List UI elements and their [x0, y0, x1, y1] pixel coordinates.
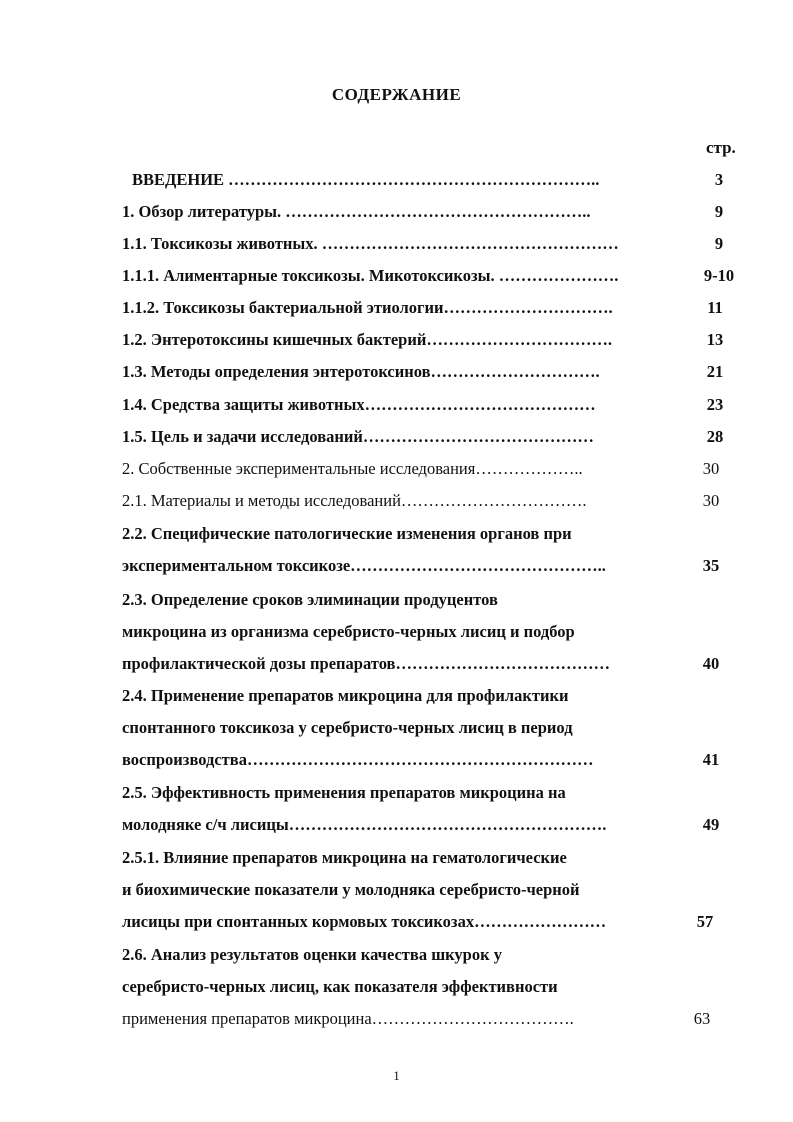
toc-entry-text: серебристо-черных лисиц, как показателя эффективности — [122, 977, 558, 996]
toc-entry-page: 23 — [706, 395, 724, 414]
toc-entry-text: 1.1. Токсикозы животных. ……………………………………………… — [122, 234, 619, 253]
toc-entry-text: лисицы при спонтанных кормовых токсикозах…………………… — [122, 912, 607, 931]
toc-entry-text: 2.6. Анализ результатов оценки качества шкурок у — [122, 945, 502, 964]
toc-entry-page: 57 — [696, 912, 714, 931]
toc-entry-page: 30 — [702, 491, 720, 510]
toc-entry-page: 21 — [706, 362, 724, 381]
toc-entry-text: 2.3. Определение сроков элиминации продуцентов — [122, 590, 498, 609]
toc-entry-page: 9 — [714, 234, 724, 253]
toc-entry-page: 40 — [702, 654, 720, 673]
toc-entry-page: 63 — [693, 1009, 711, 1028]
toc-entry-text: 1.2. Энтеротоксины кишечных бактерий……………………………. — [122, 330, 612, 349]
toc-entry-text: 2.2. Специфические патологические изменения органов при — [122, 524, 572, 543]
toc-entry-text: 2.5. Эффективность применения препаратов микроцина на — [122, 783, 566, 802]
toc-entry-text: воспроизводства……………………………………………………… — [122, 750, 594, 769]
page-title: СОДЕРЖАНИЕ — [331, 85, 462, 104]
toc-entry-text: профилактической дозы препаратов………………………………… — [122, 654, 610, 673]
toc-entry-text: применения препаратов микроцина………………………………. — [122, 1009, 574, 1028]
toc-entry-text: спонтанного токсикоза у серебристо-черных лисиц в период — [122, 718, 573, 737]
toc-entry-text: микроцина из организма серебристо-черных лисиц и подбор — [122, 622, 575, 641]
toc-entry-text: 2.5.1. Влияние препаратов микроцина на гематологические — [122, 848, 567, 867]
toc-entry-page: 28 — [706, 427, 724, 446]
toc-entry-page: 3 — [714, 170, 724, 189]
toc-entry-text: экспериментальном токсикозе……………………………………….. — [122, 556, 606, 575]
toc-entry-page: 49 — [702, 815, 720, 834]
toc-entry-page: 13 — [706, 330, 724, 349]
toc-entry-text: молодняке с/ч лисицы…………………………………………………. — [122, 815, 607, 834]
toc-entry-page: 11 — [707, 298, 723, 317]
toc-entry-text: 1.3. Методы определения энтеротоксинов…………………………. — [122, 362, 600, 381]
toc-entry-page: 9 — [714, 202, 724, 221]
toc-entry-text: 1.1.1. Алиментарные токсикозы. Микотоксикозы. …………………. — [122, 266, 619, 285]
toc-entry-text: 2.1. Материалы и методы исследований……………………………. — [122, 491, 587, 510]
toc-entry-text: ВВЕДЕНИЕ ………………………………………………………….. — [132, 170, 600, 189]
toc-entry-text: 2. Собственные экспериментальные исследования……………….. — [122, 459, 583, 478]
toc-entry-text: 1. Обзор литературы. ……………………………………………….. — [122, 202, 591, 221]
toc-entry-page: 30 — [702, 459, 720, 478]
toc-entry-text: 1.1.2. Токсикозы бактериальной этиологии…………………………. — [122, 298, 613, 317]
toc-entry-text: 1.4. Средства защиты животных…………………………………… — [122, 395, 596, 414]
pages-column-header: стр. — [706, 138, 736, 157]
toc-entry-text: 2.4. Применение препаратов микроцина для профилактики — [122, 686, 569, 705]
toc-entry-text: 1.5. Цель и задачи исследований…………………………………… — [122, 427, 594, 446]
toc-entry-page: 35 — [702, 556, 720, 575]
toc-entry-text: и биохимические показатели у молодняка серебристо-черной — [122, 880, 580, 899]
toc-entry-page: 41 — [702, 750, 720, 769]
toc-entry-page: 9-10 — [703, 266, 735, 285]
page-number: 1 — [393, 1068, 400, 1083]
